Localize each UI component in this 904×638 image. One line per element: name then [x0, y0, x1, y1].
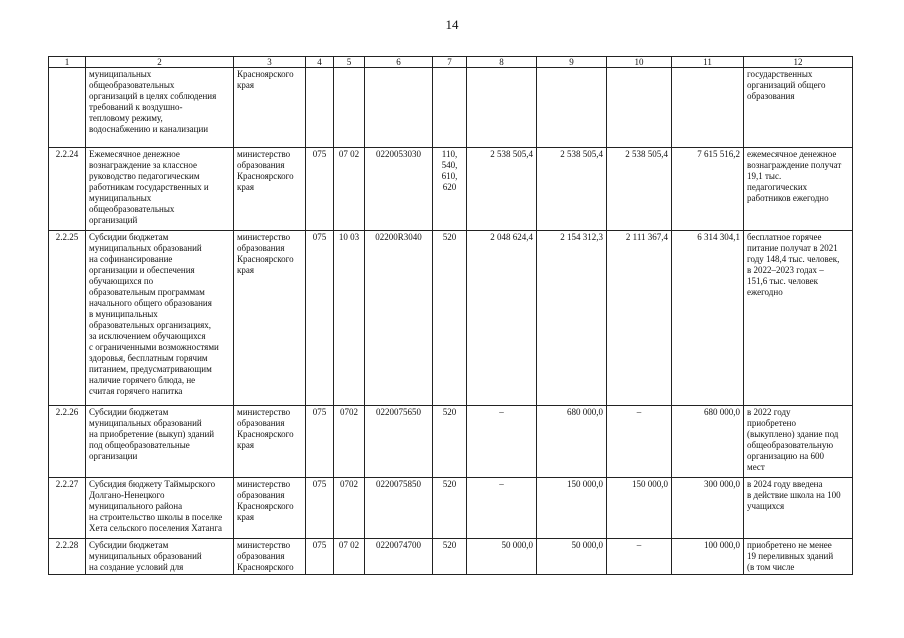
grbs-code: 075 — [306, 148, 334, 231]
expense-type — [433, 68, 467, 148]
row-number — [49, 68, 86, 148]
measure-description: муниципальных общеобразовательных организаций в целях соблюдения требований к воздушно- тепловому режиму, водоснабжению и канализации — [86, 68, 234, 148]
amount-col-10: 2 111 367,4 — [607, 231, 672, 406]
header-cell: 8 — [467, 57, 537, 68]
table-row — [49, 478, 853, 539]
header-cell: 1 — [49, 57, 86, 68]
header-cell: 11 — [672, 57, 744, 68]
measure-description: Субсидии бюджетам муниципальных образований на софинансирование организации и обеспечения обучающихся по образовательным программам начального общего образования в муниципальных образовательных организациях, за исключением обучающихся с ограниченными возможностями здоровья, бесплатным горячим питанием, предусматривающим наличие горячего блюда, не считая горячего напитка — [86, 231, 234, 406]
target-article: 0220075850 — [365, 478, 433, 539]
table-row — [49, 148, 853, 231]
target-article: 02200R3040 — [365, 231, 433, 406]
grbs-code: 075 — [306, 539, 334, 575]
amount-col-8: 50 000,0 — [467, 539, 537, 575]
expected-result: бесплатное горячее питание получат в 2021 году 148,4 тыс. человек, в 2022–2023 годах – 151,6 тыс. человек ежегодно — [744, 231, 853, 406]
table-row — [49, 68, 853, 148]
header-cell: 10 — [607, 57, 672, 68]
responsible-agency: Красноярского края — [234, 68, 306, 148]
header-cell: 12 — [744, 57, 853, 68]
amount-col-10 — [607, 68, 672, 148]
responsible-agency: министерство образования Красноярского края — [234, 406, 306, 478]
section-code — [334, 68, 365, 148]
row-number: 2.2.28 — [49, 539, 86, 575]
table-row — [49, 406, 853, 478]
amount-col-9: 680 000,0 — [537, 406, 607, 478]
responsible-agency: министерство образования Красноярского края — [234, 231, 306, 406]
amount-total: 680 000,0 — [672, 406, 744, 478]
expected-result: в 2024 году введена в действие школа на 100 учащихся — [744, 478, 853, 539]
table-row — [49, 539, 853, 575]
amount-col-10: – — [607, 539, 672, 575]
target-article — [365, 68, 433, 148]
amount-col-8: – — [467, 478, 537, 539]
measure-description: Субсидии бюджетам муниципальных образований на создание условий для — [86, 539, 234, 575]
amount-col-9: 2 154 312,3 — [537, 231, 607, 406]
expense-type: 110, 540, 610, 620 — [433, 148, 467, 231]
budget-table — [48, 56, 853, 575]
section-code: 07 02 — [334, 539, 365, 575]
amount-total — [672, 68, 744, 148]
section-code: 07 02 — [334, 148, 365, 231]
amount-col-10: 2 538 505,4 — [607, 148, 672, 231]
amount-col-8 — [467, 68, 537, 148]
expected-result: государственных организаций общего образования — [744, 68, 853, 148]
header-cell: 5 — [334, 57, 365, 68]
amount-total: 100 000,0 — [672, 539, 744, 575]
row-number: 2.2.26 — [49, 406, 86, 478]
expense-type: 520 — [433, 478, 467, 539]
expected-result: приобретено не менее 19 переливных зданий (в том числе — [744, 539, 853, 575]
measure-description: Субсидия бюджету Таймырского Долгано-Ненецкого муниципального района на строительство школы в поселке Хета сельского поселения Хатанга — [86, 478, 234, 539]
row-number: 2.2.24 — [49, 148, 86, 231]
section-code: 10 03 — [334, 231, 365, 406]
target-article: 0220074700 — [365, 539, 433, 575]
target-article: 0220053030 — [365, 148, 433, 231]
grbs-code — [306, 68, 334, 148]
expense-type: 520 — [433, 231, 467, 406]
header-cell: 7 — [433, 57, 467, 68]
amount-col-8: – — [467, 406, 537, 478]
table-row — [49, 231, 853, 406]
expense-type: 520 — [433, 406, 467, 478]
amount-total: 6 314 304,1 — [672, 231, 744, 406]
header-cell: 9 — [537, 57, 607, 68]
section-code: 0702 — [334, 406, 365, 478]
responsible-agency: министерство образования Красноярского края — [234, 478, 306, 539]
amount-total: 7 615 516,2 — [672, 148, 744, 231]
amount-col-8: 2 538 505,4 — [467, 148, 537, 231]
target-article: 0220075650 — [365, 406, 433, 478]
responsible-agency: министерство образования Красноярского — [234, 539, 306, 575]
expense-type: 520 — [433, 539, 467, 575]
header-cell: 3 — [234, 57, 306, 68]
row-number: 2.2.25 — [49, 231, 86, 406]
measure-description: Ежемесячное денежное вознаграждение за классное руководство педагогическим работникам государственных и муниципальных общеобразовательных организаций — [86, 148, 234, 231]
section-code: 0702 — [334, 478, 365, 539]
amount-col-9: 150 000,0 — [537, 478, 607, 539]
header-cell: 4 — [306, 57, 334, 68]
amount-col-9: 50 000,0 — [537, 539, 607, 575]
row-number: 2.2.27 — [49, 478, 86, 539]
expected-result: в 2022 году приобретено (выкуплено) здание под общеобразовательную организацию на 600 мест — [744, 406, 853, 478]
grbs-code: 075 — [306, 406, 334, 478]
header-cell: 6 — [365, 57, 433, 68]
header-cell: 2 — [86, 57, 234, 68]
amount-col-10: 150 000,0 — [607, 478, 672, 539]
measure-description: Субсидии бюджетам муниципальных образований на приобретение (выкуп) зданий под общеобразовательные организации — [86, 406, 234, 478]
expected-result: ежемесячное денежное вознаграждение получат 19,1 тыс. педагогических работников ежегодно — [744, 148, 853, 231]
amount-col-10: – — [607, 406, 672, 478]
grbs-code: 075 — [306, 478, 334, 539]
amount-total: 300 000,0 — [672, 478, 744, 539]
page-number: 14 — [445, 17, 459, 32]
amount-col-8: 2 048 624,4 — [467, 231, 537, 406]
responsible-agency: министерство образования Красноярского края — [234, 148, 306, 231]
amount-col-9: 2 538 505,4 — [537, 148, 607, 231]
header-row — [49, 57, 853, 68]
amount-col-9 — [537, 68, 607, 148]
grbs-code: 075 — [306, 231, 334, 406]
